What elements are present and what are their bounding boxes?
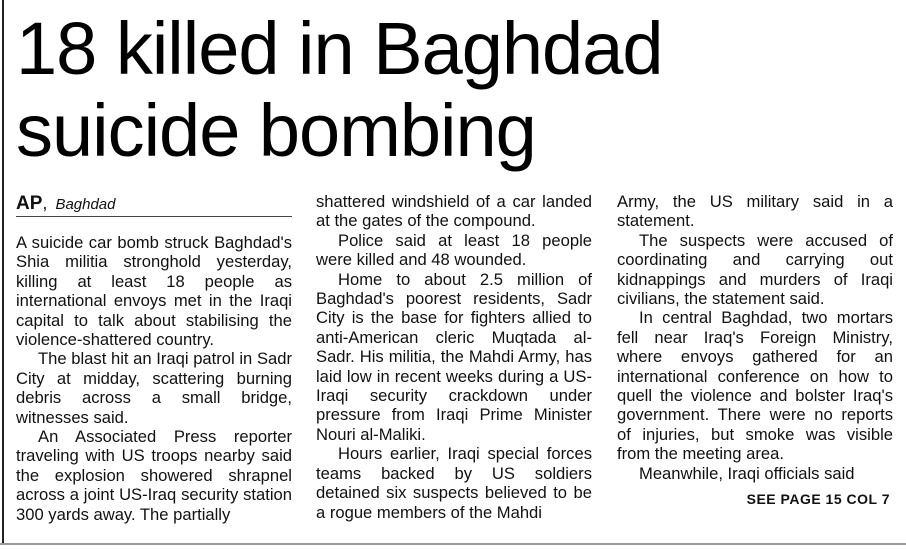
headline-line-2: suicide bombing: [16, 89, 536, 172]
paragraph: In central Baghdad, two mortars fell near Iraq's Foreign Ministry, where envoys gathered for an international conference on how to quell the violence and bolster Iraq's government. There were no reports of injuries, but smoke was visible from the meeting area.: [617, 308, 893, 464]
article-column-1: [16, 233, 292, 524]
paragraph: A suicide car bomb struck Baghdad's Shia militia stronghold yesterday, killing at least 18 people as international envoys met in the Iraqi capital to talk about stabilising the violence-shattered country.: [16, 233, 292, 350]
paragraph: Police said at least 18 people were killed and 48 wounded.: [316, 230, 592, 270]
headline: [16, 8, 896, 172]
column-rule: [2, 0, 4, 545]
paragraph: An Associated Press reporter traveling with US troops nearby said the explosion showered shrapnel across a joint US-Iraq security station 300 yards away. The partially: [16, 427, 292, 524]
bottom-rule: [0, 543, 906, 545]
byline-agency: AP: [16, 193, 43, 214]
paragraph: Home to about 2.5 million of Baghdad's poorest residents, Sadr City is the base for fighters allied to anti-American cleric Muqtada al-Sadr. His militia, the Mahdi Army, has laid low in recent weeks during a US-Iraqi security crackdown under pressure from Iraqi Prime Minister Nouri al-Maliki.: [316, 269, 592, 444]
continuation-jump-line: SEE PAGE 15 COL 7: [746, 491, 890, 507]
paragraph: The suspects were accused of coordinating and carrying out kidnappings and murders of Iraqi civilians, the statement said.: [617, 230, 893, 309]
byline-place: Baghdad: [55, 196, 116, 213]
paragraph: shattered windshield of a car landed at the gates of the compound.: [316, 192, 592, 231]
paragraph: Hours earlier, Iraqi special forces teams backed by US soldiers detained six suspects believed to be a rogue members of the Mahdi: [316, 444, 592, 522]
paragraph: Meanwhile, Iraqi officials said: [639, 463, 855, 483]
article-column-3: [617, 192, 893, 483]
paragraph: Army, the US military said in a statement.: [617, 192, 893, 231]
byline: AP, Baghdad: [16, 190, 292, 217]
paragraph: The blast hit an Iraqi patrol in Sadr City at midday, scattering burning debris across a small bridge, witnesses said.: [16, 349, 292, 427]
article-column-2: [316, 192, 592, 522]
headline-line-1: 18 killed in Baghdad: [16, 7, 663, 90]
